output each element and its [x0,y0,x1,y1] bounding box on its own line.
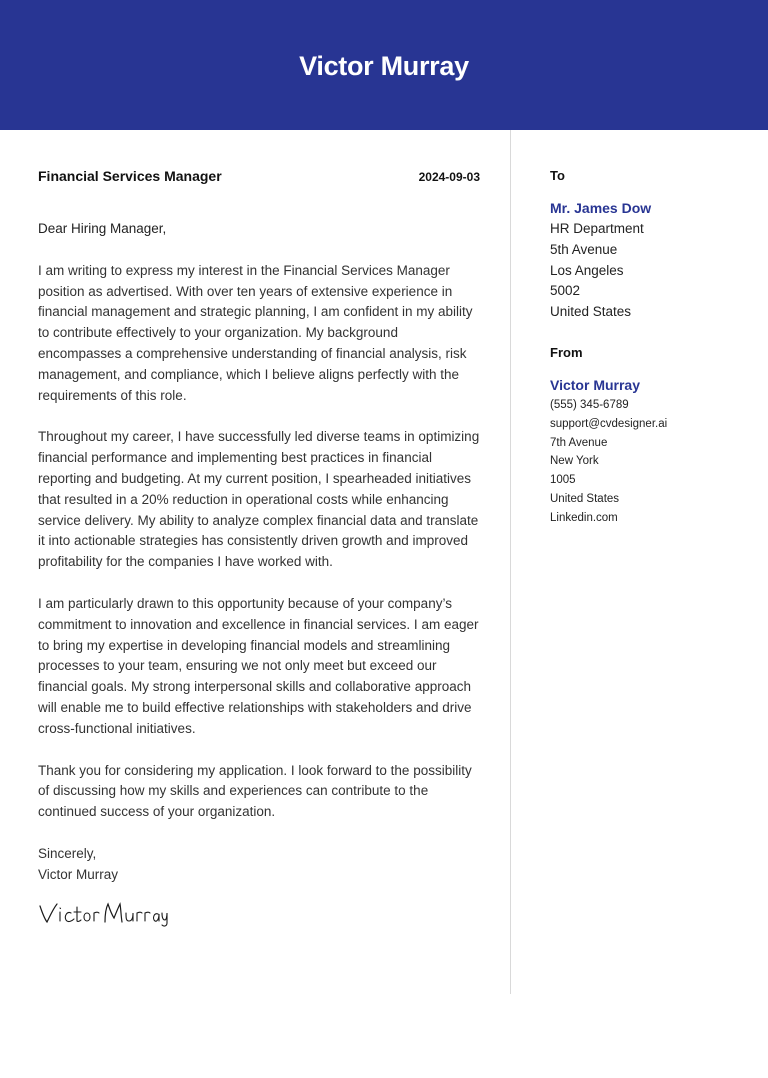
recipient-department: HR Department [550,221,644,236]
salutation: Dear Hiring Manager, [38,221,167,236]
sender-country: United States [550,492,620,505]
paragraph-2: Throughout my career, I have successfully led diverse teams in optimizing financial performance and implementing best practices in financial reporting and budgeting. At my current position, I spearheaded initiatives that resulted in a 20% reduction in operational costs while enhancing service delivery. My ability to analyze complex financial data and translate it into actionable strategies has consistently driven growth and improved profitability for the companies I have worked with. [38,429,480,570]
address-sidebar [550,168,750,528]
recipient-name: Mr. James Dow [550,200,652,216]
paragraph-4: Thank you for considering my application. I look forward to the possibility of discussing how my skills and experiences can contribute to the continued success of your organization. [38,762,472,820]
recipient-country: United States [550,304,632,320]
sender-street: 7th Avenue [550,436,608,449]
paragraph-1: I am writing to express my interest in the Financial Services Manager position as advertised. With over ten years of extensive experience in financial management and strategic planning, I am confident in my ability to contribute effectively to your organization. My background encompasses a comprehensive understanding of financial analysis, risk management, and compliance, which I believe aligns perfectly with the requirements of this role. [38,262,473,403]
from-heading: From [550,344,583,360]
closing-block [38,844,480,886]
recipient-city: Los Angeles [550,262,624,278]
recipient-zip: 5002 [550,283,581,299]
sender-zip: 1005 [550,474,576,487]
closing-phrase: Sincerely, [38,845,97,861]
to-heading: To [550,168,565,183]
job-line [38,168,480,188]
letter-body [38,168,480,933]
from-block [550,345,750,528]
sender-name: Victor Murray [550,376,640,393]
sender-city: New York [550,455,599,468]
job-title: Financial Services Manager [38,168,222,184]
sender-email: support@cvdesigner.ai [550,417,668,430]
sender-linkedin: Linkedin.com [550,511,618,524]
recipient-street: 5th Avenue [550,241,618,257]
applicant-name: Victor Murray [299,50,469,81]
paragraph-3: I am particularly drawn to this opportunity because of your company’s commitment to innovation and excellence in financial services. I am eager to bring my expertise in developing financial models and streamlining processes to your team, ensuring we not only meet but exceed our financial goals. My strong interpersonal skills and collaborative approach will enable me to build effective relationships with stakeholders and drive cross-functional initiatives. [38,595,479,736]
handwritten-signature [38,898,168,928]
sender-phone: (555) 345-6789 [550,398,629,411]
column-divider [510,130,511,994]
closing-name: Victor Murray [38,866,119,882]
letter-date: 2024-09-03 [418,170,480,184]
header-banner [0,0,768,130]
